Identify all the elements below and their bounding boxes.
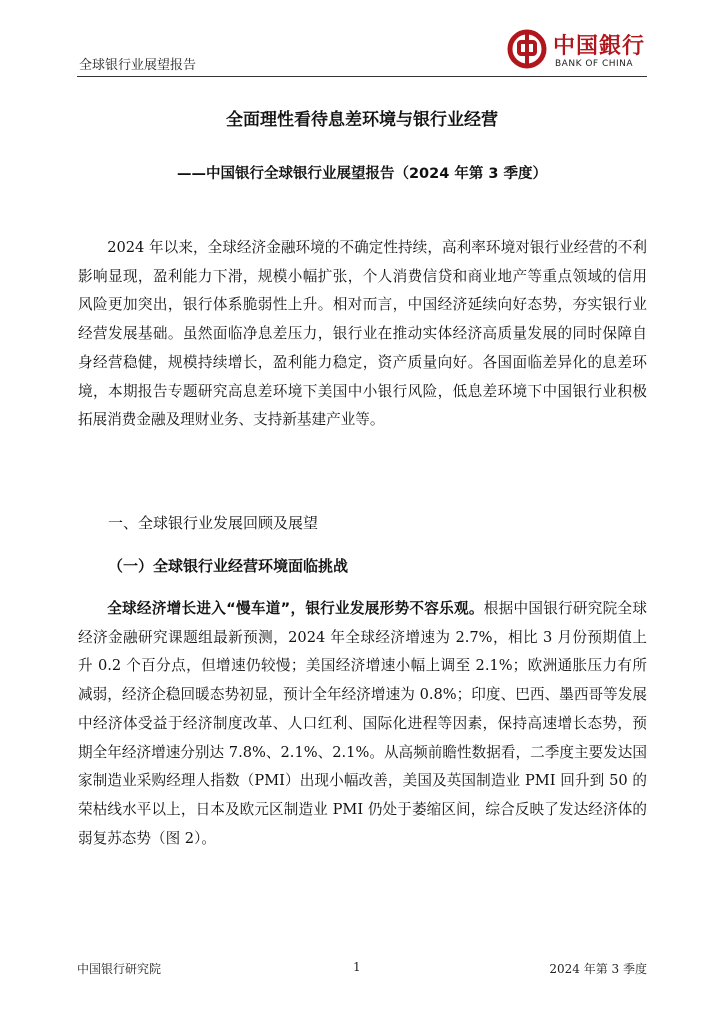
paragraph-text: 根据中国银行研究院全球经济金融研究课题组最新预测，2024 年全球经济增速为 2.7%，相比 3 月份预期值上升 0.2 个百分点，但增速仍较慢；美国经济增速小幅上调至 2.1%；欧洲通胀压力有所减弱，经济企稳回暖态势初显，预计全年经济增速为 0.8%；印度、巴西、墨西哥等发展中经济体受益于经济制度改革、人口红利、国际化进程等因素，保持高速增长态势，预期全年经济增速分别达 7.8%、2.1%、2.1%。从高频前瞻性数据看，二季度主要发达国家制造业采购经理人指数（PMI）出现小幅改善，美国及英国制造业 PMI 回升到 50 的荣枯线水平以上，日本及欧元区制造业 PMI 仍处于萎缩区间，综合反映了发达经济体的弱复苏态势（图 2）。 [78, 600, 647, 847]
bank-emblem-icon [507, 29, 547, 69]
report-name: 全球银行业展望报告 [79, 58, 197, 73]
document-subtitle: ——中国银行全球银行业展望报告（2024 年第 3 季度） [176, 166, 548, 182]
document-title: 全面理性看待息差环境与银行业经营 [226, 110, 498, 130]
bank-logo [507, 29, 647, 75]
paragraph-lead: 全球经济增长进入“慢车道”，银行业发展形势不容乐观。 [107, 600, 484, 617]
page-number: 1 [353, 960, 361, 974]
logo-english-text: BANK OF CHINA [555, 59, 634, 69]
footer-period: 2024 年第 3 季度 [549, 962, 647, 976]
section-heading: 一、全球银行业发展回顾及展望 [108, 514, 319, 532]
page-header [77, 24, 647, 77]
intro-paragraph: 2024 年以来，全球经济金融环境的不确定性持续，高利率环境对银行业经营的不利影响显现，盈利能力下滑，规模小幅扩张，个人消费信贷和商业地产等重点领域的信用风险更加突出，银行体系脆弱性上升。相对而言，中国经济延续向好态势，夯实银行业经营发展基础。虽然面临净息差压力，银行业在推动实体经济高质量发展的同时保障自身经营稳健，规模持续增长，盈利能力稳定，资产质量向好。各国面临差异化的息差环境，本期报告专题研究高息差环境下美国中小银行风险，低息差环境下中国银行业积极拓展消费金融及理财业务、支持新基建产业等。 [78, 239, 647, 429]
subsection-heading: （一）全球银行业经营环境面临挑战 [108, 557, 349, 575]
logo-chinese-text: 中国銀行 [553, 33, 646, 59]
body-paragraph [78, 595, 647, 853]
footer-org: 中国银行研究院 [77, 962, 162, 976]
